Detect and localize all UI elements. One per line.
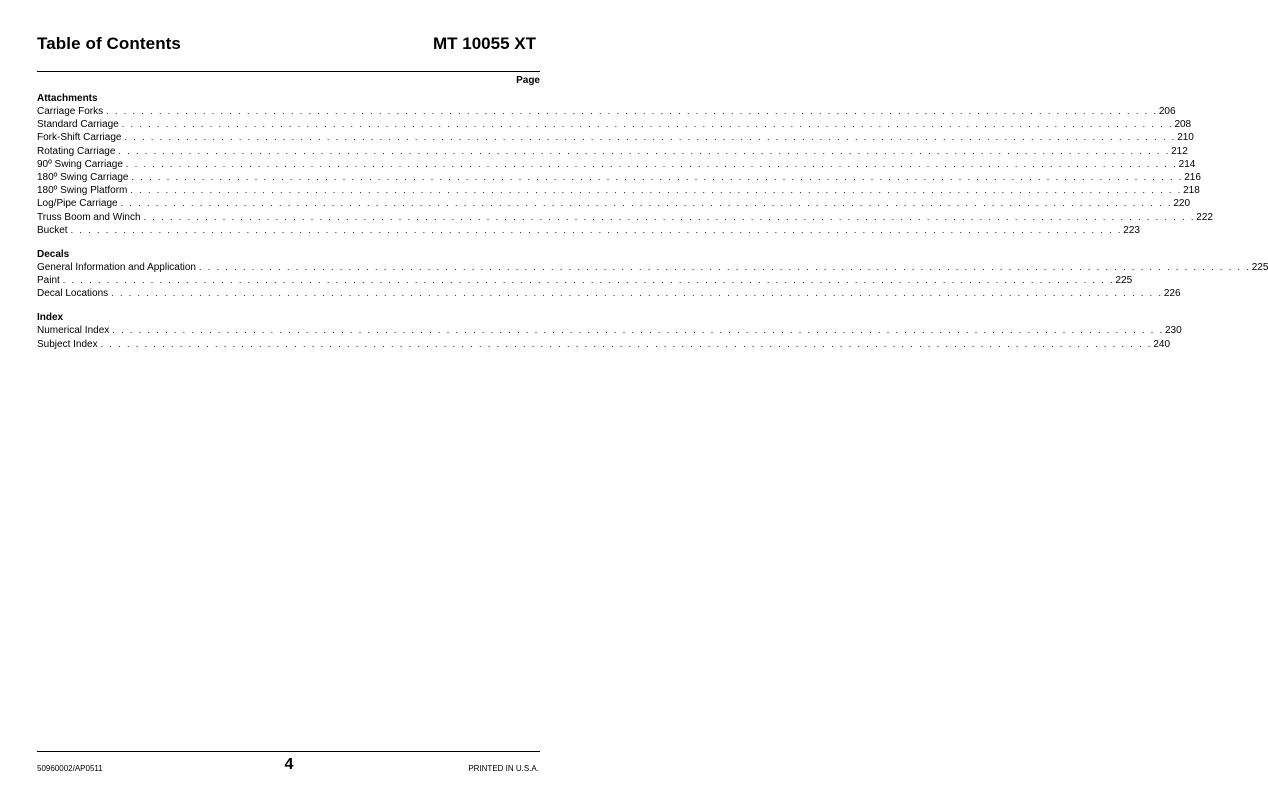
toc-entry[interactable] xyxy=(37,324,1182,337)
toc-entry-page: 208 xyxy=(1174,119,1192,131)
toc-entry[interactable] xyxy=(37,105,1176,118)
toc-entry-label: General Information and Application xyxy=(37,261,196,273)
table-of-contents xyxy=(37,93,1268,363)
toc-entry-page: 240 xyxy=(1153,338,1171,350)
toc-entry-label: Decal Locations xyxy=(37,288,109,300)
toc-entry-page: 220 xyxy=(1173,198,1191,210)
toc-entry-label: Rotating Carriage xyxy=(37,145,116,157)
page-column-label: Page xyxy=(516,75,540,86)
toc-entry-label: Paint xyxy=(37,275,60,287)
toc-entry[interactable] xyxy=(37,158,1196,171)
toc-entry[interactable] xyxy=(37,224,1140,237)
header-divider xyxy=(37,71,540,72)
dot-leader: . . . . . . . . . . . . . . . . . . . . . . . . . . . . . . . . . . . . . . . . . . . . . . . . . . . . . . . . . . . . . . . . . . . . . . . . . . . . . . . . . . . . . . . . . . . . . . . . . . . . . . . . . . . . . . . . . . . . . . . . xyxy=(131,171,1184,182)
toc-entry-label: Bucket xyxy=(37,224,68,236)
toc-entry-label: Carriage Forks xyxy=(37,106,104,117)
toc-entry-label: Numerical Index xyxy=(37,325,110,337)
toc-entry[interactable] xyxy=(37,145,1188,158)
dot-leader: . . . . . . . . . . . . . . . . . . . . . . . . . . . . . . . . . . . . . . . . . . . . . . . . . . . . . . . . . . . . . . . . . . . . . . . . . . . . . . . . . . . . . . . . . . . . . . . . . . . . . . . . . . . . . . . . . . . . . . . . xyxy=(199,261,1251,272)
dot-leader: . . . . . . . . . . . . . . . . . . . . . . . . . . . . . . . . . . . . . . . . . . . . . . . . . . . . . . . . . . . . . . . . . . . . . . . . . . . . . . . . . . . . . . . . . . . . . . . . . . . . . . . . . . . . . . . . . . . . . . . . xyxy=(120,198,1173,209)
toc-entry-label: 180º Swing Platform xyxy=(37,185,128,197)
dot-leader: . . . . . . . . . . . . . . . . . . . . . . . . . . . . . . . . . . . . . . . . . . . . . . . . . . . . . . . . . . . . . . . . . . . . . . . . . . . . . . . . . . . . . . . . . . . . . . . . . . . . . . . . . . . . . . . . . . . . . . . . xyxy=(111,288,1163,299)
dot-leader: . . . . . . . . . . . . . . . . . . . . . . . . . . . . . . . . . . . . . . . . . . . . . . . . . . . . . . . . . . . . . . . . . . . . . . . . . . . . . . . . . . . . . . . . . . . . . . . . . . . . . . . . . . . . . . . . . . . . . . . . xyxy=(118,145,1171,156)
model-number: MT 10055 XT xyxy=(433,34,536,53)
dot-leader: . . . . . . . . . . . . . . . . . . . . . . . . . . . . . . . . . . . . . . . . . . . . . . . . . . . . . . . . . . . . . . . . . . . . . . . . . . . . . . . . . . . . . . . . . . . . . . . . . . . . . . . . . . . . . . . . . . . . . . . . xyxy=(106,106,1158,116)
toc-entry-label: Standard Carriage xyxy=(37,119,119,131)
toc-section-attachments xyxy=(37,93,1213,237)
dot-leader: . . . . . . . . . . . . . . . . . . . . . . . . . . . . . . . . . . . . . . . . . . . . . . . . . . . . . . . . . . . . . . . . . . . . . . . . . . . . . . . . . . . . . . . . . . . . . . . . . . . . . . . . . . . . . . . . . . . . . . . . xyxy=(130,185,1183,196)
toc-entry-label: 90º Swing Carriage xyxy=(37,158,123,170)
toc-entry-page: 218 xyxy=(1183,185,1200,197)
toc-entry-label: 180º Swing Carriage xyxy=(37,171,129,183)
dot-leader: . . . . . . . . . . . . . . . . . . . . . . . . . . . . . . . . . . . . . . . . . . . . . . . . . . . . . . . . . . . . . . . . . . . . . . . . . . . . . . . . . . . . . . . . . . . . . . . . . . . . . . . . . . . . . . . . . . . . . . . . xyxy=(125,158,1178,169)
dot-leader: . . . . . . . . . . . . . . . . . . . . . . . . . . . . . . . . . . . . . . . . . . . . . . . . . . . . . . . . . . . . . . . . . . . . . . . . . . . . . . . . . . . . . . . . . . . . . . . . . . . . . . . . . . . . . . . . . . . . . . . . xyxy=(124,132,1177,143)
dot-leader: . . . . . . . . . . . . . . . . . . . . . . . . . . . . . . . . . . . . . . . . . . . . . . . . . . . . . . . . . . . . . . . . . . . . . . . . . . . . . . . . . . . . . . . . . . . . . . . . . . . . . . . . . . . . . . . . . . . . . . . . xyxy=(100,338,1153,349)
dot-leader: . . . . . . . . . . . . . . . . . . . . . . . . . . . . . . . . . . . . . . . . . . . . . . . . . . . . . . . . . . . . . . . . . . . . . . . . . . . . . . . . . . . . . . . . . . . . . . . . . . . . . . . . . . . . . . . . . . . . . . . . xyxy=(62,275,1115,286)
toc-entry-page: 225 xyxy=(1115,275,1133,287)
toc-entry-page: 210 xyxy=(1177,132,1194,144)
toc-entry[interactable] xyxy=(37,184,1200,197)
toc-entry[interactable] xyxy=(37,261,1268,274)
section-heading: Decals xyxy=(37,248,70,260)
toc-section-decals xyxy=(37,248,1268,301)
toc-entry-page: 212 xyxy=(1171,145,1188,157)
toc-entry-page: 223 xyxy=(1123,224,1140,236)
toc-entry-page: 230 xyxy=(1164,325,1182,337)
toc-entry[interactable] xyxy=(37,118,1192,131)
toc-entry[interactable] xyxy=(37,287,1181,300)
page-number: 4 xyxy=(284,756,294,773)
dot-leader: . . . . . . . . . . . . . . . . . . . . . . . . . . . . . . . . . . . . . . . . . . . . . . . . . . . . . . . . . . . . . . . . . . . . . . . . . . . . . . . . . . . . . . . . . . . . . . . . . . . . . . . . . . . . . . . . . . . . . . . . xyxy=(121,119,1174,130)
section-heading: Attachments xyxy=(37,93,98,104)
toc-entry-page: 206 xyxy=(1158,106,1176,117)
toc-entry-label: Log/Pipe Carriage xyxy=(37,198,118,210)
document-number: 50960002/AP0511 xyxy=(37,764,103,773)
toc-entry-page: 225 xyxy=(1251,261,1268,273)
toc-entry-label: Truss Boom and Winch xyxy=(37,211,141,223)
toc-entry[interactable] xyxy=(37,171,1201,184)
dot-leader: . . . . . . . . . . . . . . . . . . . . . . . . . . . . . . . . . . . . . . . . . . . . . . . . . . . . . . . . . . . . . . . . . . . . . . . . . . . . . . . . . . . . . . . . . . . . . . . . . . . . . . . . . . . . . . . . . . . . . . . . xyxy=(70,224,1123,235)
toc-entry[interactable] xyxy=(37,131,1194,144)
toc-entry[interactable] xyxy=(37,211,1213,224)
toc-entry-page: 214 xyxy=(1178,158,1196,170)
toc-entry-page: 222 xyxy=(1196,211,1213,223)
toc-entry-label: Fork-Shift Carriage xyxy=(37,132,122,144)
page-title: Table of Contents xyxy=(37,34,181,53)
toc-entry[interactable] xyxy=(37,274,1133,287)
toc-entry[interactable] xyxy=(37,197,1191,210)
toc-entry-page: 226 xyxy=(1163,288,1181,300)
toc-entry[interactable] xyxy=(37,338,1171,351)
dot-leader: . . . . . . . . . . . . . . . . . . . . . . . . . . . . . . . . . . . . . . . . . . . . . . . . . . . . . . . . . . . . . . . . . . . . . . . . . . . . . . . . . . . . . . . . . . . . . . . . . . . . . . . . . . . . . . . . . . . . . . . . xyxy=(112,325,1164,336)
toc-entry-label: Subject Index xyxy=(37,338,98,350)
section-heading: Index xyxy=(37,312,64,324)
dot-leader: . . . . . . . . . . . . . . . . . . . . . . . . . . . . . . . . . . . . . . . . . . . . . . . . . . . . . . . . . . . . . . . . . . . . . . . . . . . . . . . . . . . . . . . . . . . . . . . . . . . . . . . . . . . . . . . . . . . . . . . . xyxy=(143,211,1196,222)
footer-divider xyxy=(37,751,540,752)
toc-section-index xyxy=(37,312,1182,350)
toc-entry-page: 216 xyxy=(1184,171,1201,183)
printed-notice: PRINTED IN U.S.A. xyxy=(468,764,539,773)
